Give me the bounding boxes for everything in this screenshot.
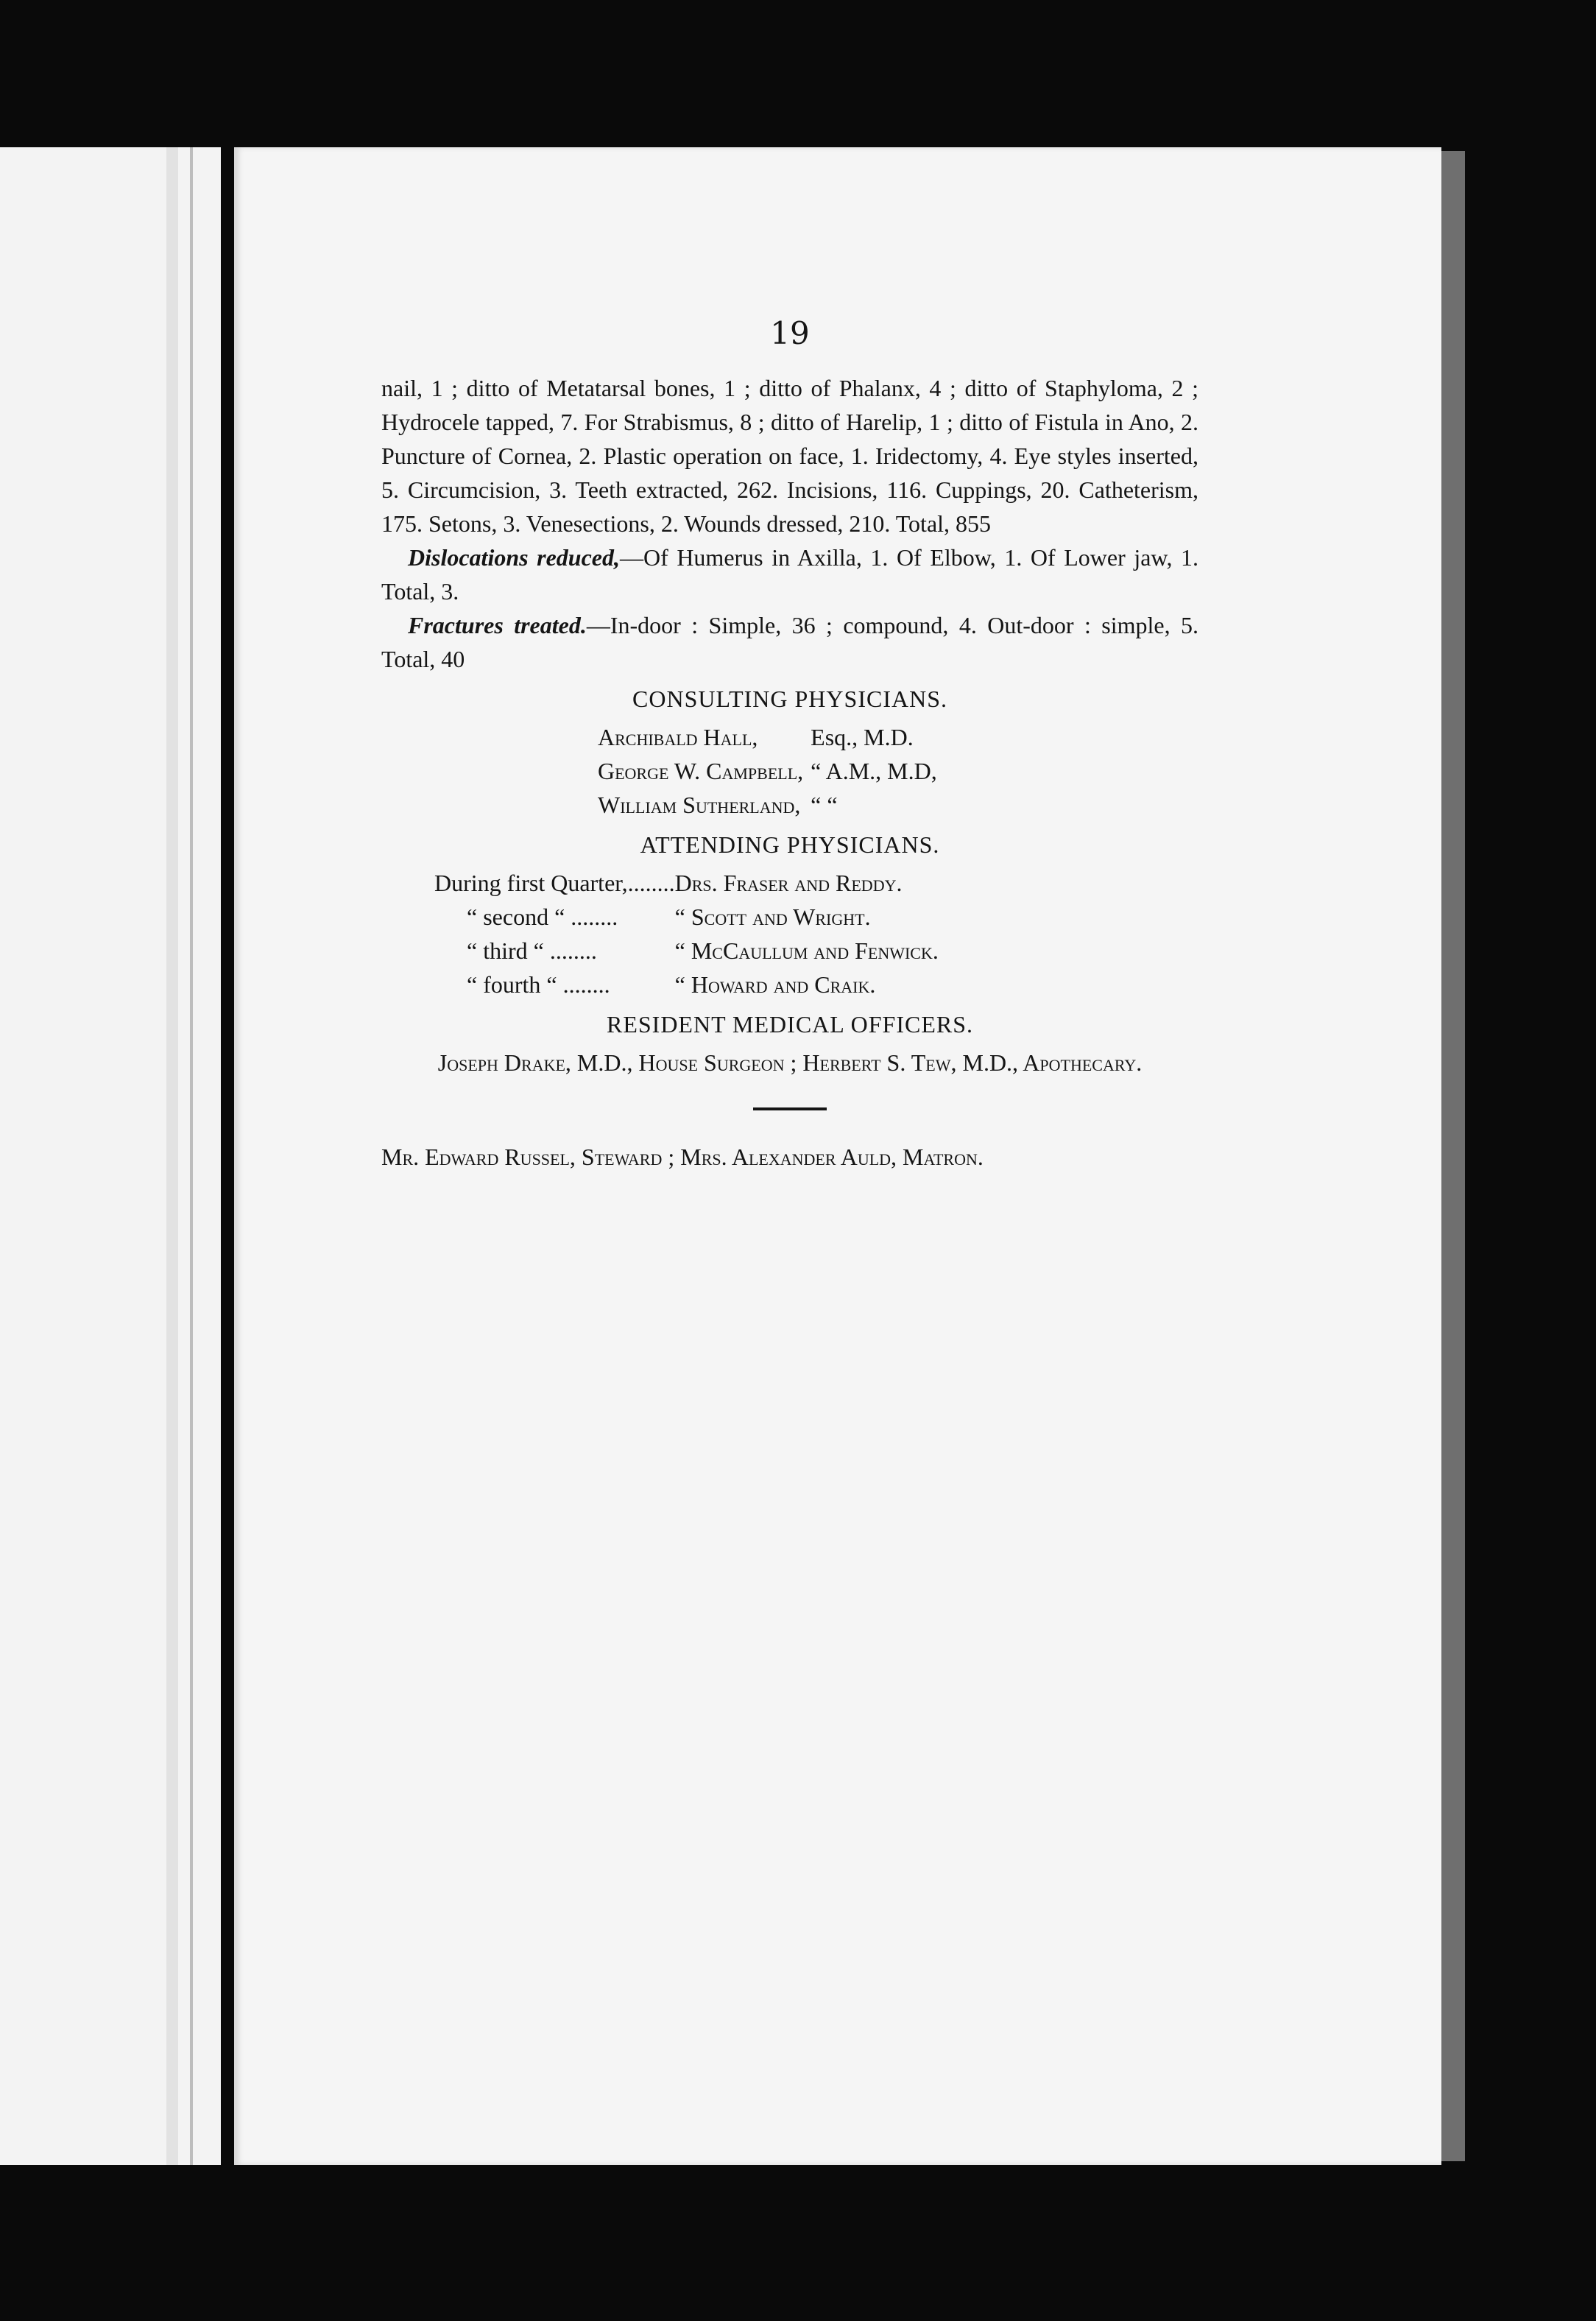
- staff-line: Mr. Edward Russel, Steward ; Mrs. Alexander Auld, Matron.: [381, 1144, 984, 1170]
- consulting-name: William Sutherland,: [598, 792, 801, 818]
- attending-period: During first Quarter,........: [434, 870, 675, 896]
- resident-officers-line: Joseph Drake, M.D., House Surgeon ; Herbert S. Tew, M.D., Apothecary.: [437, 1049, 1143, 1076]
- consulting-row: [598, 720, 944, 754]
- attending-period: “ fourth “ ........: [467, 971, 610, 998]
- consulting-title: “ “: [811, 792, 838, 818]
- attending-row: [434, 968, 939, 1001]
- page-content: [381, 317, 1198, 1174]
- dislocations-text: —Of Humerus in Axilla, 1. Of Elbow, 1. Of Lower jaw, 1. Total, 3.: [381, 544, 1199, 605]
- binding-spine: [166, 147, 178, 2165]
- attending-names: “ Howard and Craik.: [674, 971, 876, 998]
- resident-heading: RESIDENT MEDICAL OFFICERS.: [606, 1011, 974, 1038]
- page-number: 19: [770, 315, 810, 351]
- consulting-table: [598, 720, 944, 822]
- right-page: [234, 147, 1441, 2165]
- attending-row: [434, 900, 939, 934]
- attending-table: [434, 866, 939, 1001]
- fractures-text: —In-door : Simple, 36 ; compound, 4. Out-door : simple, 5. Total, 40: [381, 612, 1199, 672]
- operations-paragraph: nail, 1 ; ditto of Metatarsal bones, 1 ; ditto of Phalanx, 4 ; ditto of Staphyloma, 2 ; Hydrocele tapped, 7. For Strabismus, 8 ; ditto of Harelip, 1 ; ditto of Fistula in Ano, 2. Puncture of Cornea, 2. Plastic operation on face, 1. Iridectomy, 4. Eye styles inserted, 5. Circumcision, 3. Teeth extracted, 262. Incisions, 116. Cuppings, 20. Catheterism, 175. Setons, 3. Venesections, 2. Wounds dressed, 210. Total, 855: [381, 375, 1198, 537]
- attending-names: Drs. Fraser and Reddy.: [674, 870, 903, 896]
- page-edge: [190, 147, 193, 2165]
- consulting-title: Esq., M.D.: [811, 724, 914, 750]
- fractures-paragraph: [381, 608, 1198, 676]
- consulting-row: [598, 754, 944, 788]
- consulting-name: Archibald Hall,: [598, 724, 758, 750]
- dislocations-paragraph: [381, 540, 1198, 608]
- attending-row: [434, 866, 939, 900]
- attending-names: “ McCaullum and Fenwick.: [674, 937, 939, 964]
- consulting-row: [598, 788, 944, 822]
- consulting-name: George W. Campbell,: [598, 758, 804, 784]
- consulting-title: “ A.M., M.D,: [811, 758, 937, 784]
- attending-period: “ second “ ........: [467, 904, 618, 930]
- left-page: [0, 147, 221, 2165]
- dislocations-label: Dislocations reduced,: [408, 544, 620, 571]
- divider-rule: [753, 1107, 827, 1110]
- consulting-heading: CONSULTING PHYSICIANS.: [632, 686, 947, 712]
- attending-row: [434, 934, 939, 968]
- fractures-label: Fractures treated.: [408, 612, 587, 638]
- attending-heading: ATTENDING PHYSICIANS.: [640, 831, 940, 858]
- attending-names: “ Scott and Wright.: [674, 904, 871, 930]
- attending-period: “ third “ ........: [467, 937, 597, 964]
